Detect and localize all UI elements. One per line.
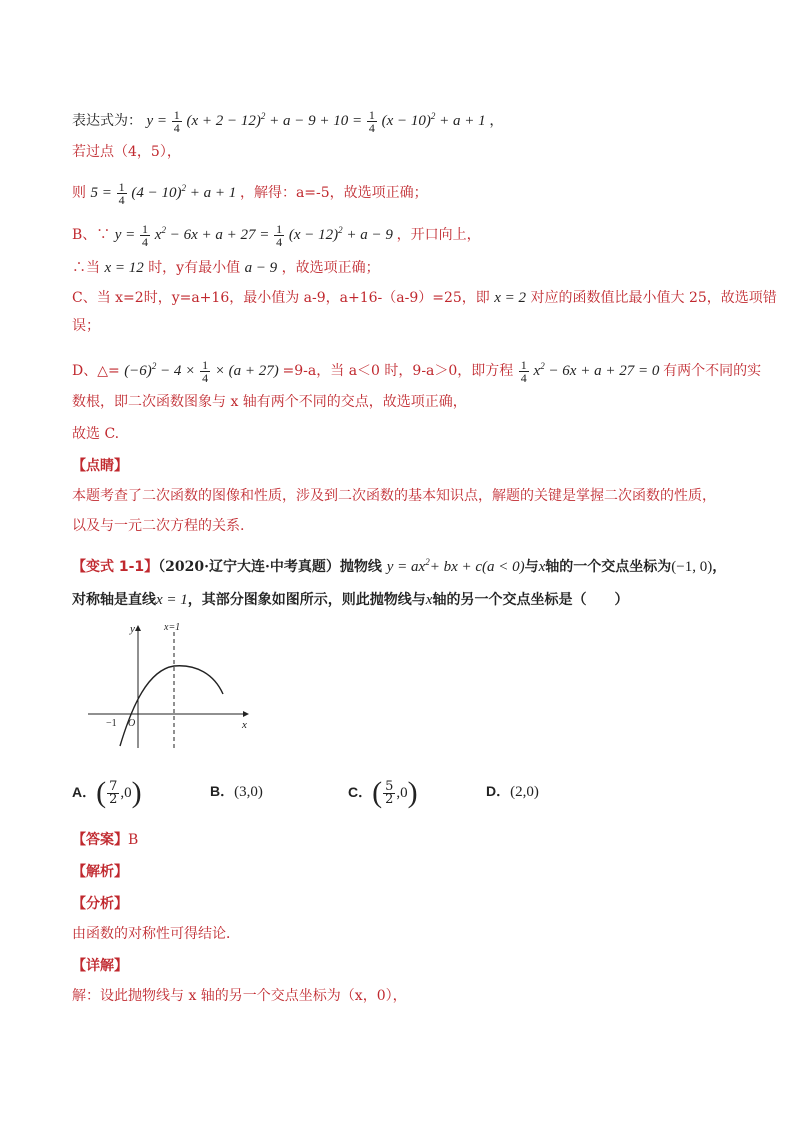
fraction: $\frac{1}{4}$ [520, 358, 527, 386]
summary-line-1: 本题考查了二次函数的图像和性质，涉及到二次函数的基本知识点，解题的关键是掌握二次函数的性质， [72, 488, 716, 504]
solution-line-3: 则 5 = $\frac{1}{4}$ $(4 - 10)^2 + a + 1$ ，解得：a=-5，故选项正确； [72, 180, 428, 208]
solution-line-7: 误； [72, 318, 100, 334]
solution-line-6: C、当 x=2时，y=a+16，最小值为 a-9，a+16-（a-9）=25，即 x = 2 对应的函数值比最小值大 25，故选项错 [72, 290, 777, 306]
formula: y = $\frac{1}{4}$ $(x + 2 - 12)^2 + a - 9 + 10$ = $\frac{1}{4}$ $(x - 10)^2 + a + 1$ [146, 108, 486, 136]
formula: y = $\frac{1}{4}$ $x^2 - 6x + a + 27$ = $\frac{1}{4}$ $(x - 12)^2 + a - 9$ [114, 222, 393, 250]
option-d[interactable]: D．(2,0) [486, 783, 539, 800]
question-line-1: 【变式 1-1】（2020·辽宁大连·中考真题）抛物线 $y = ax^2+$ bx + c(a < 0)与x轴的一个交点坐标为(−1, 0)， [72, 557, 727, 575]
question-line-2: 对称轴是直线x = 1，其部分图象如图所示，则此抛物线与x轴的另一个交点坐标是（ ） [72, 592, 629, 608]
section-xiangjie: 【详解】 [72, 958, 128, 974]
solution-line-2: 若过点（4，5）， [72, 144, 181, 160]
summary-line-2: 以及与一元二次方程的关系. [72, 518, 245, 534]
fraction: $\frac{1}{4}$ [173, 108, 180, 136]
analysis-text: 由函数的对称性可得结论． [72, 926, 240, 942]
fraction: $\frac{1}{4}$ [142, 222, 149, 250]
answer-line: 【答案】B [72, 832, 139, 848]
section-jiexi: 【解析】 [72, 864, 128, 880]
parabola-figure [86, 618, 256, 752]
solution-line-10: 故选 C. [72, 426, 120, 442]
fraction: $\frac{1}{4}$ [368, 108, 375, 136]
solution-line-4: B、∵ y = $\frac{1}{4}$ $x^2 - 6x + a + 27$ = $\frac{1}{4}$ $(x - 12)^2 + a - 9$ ，开口向上， [72, 222, 481, 250]
section-fenxi: 【分析】 [72, 896, 128, 912]
minus-one-label: −1 [106, 718, 117, 729]
solution-line-8: D、△= $(-6)^2 - 4$ × $\frac{1}{4}$ × (a + 27) =9-a，当 a＜0 时，9-a＞0，即方程 $\frac{1}{4}$ $x^2 - 6x + a + 27 = 0$ 有两个不同的实 [72, 358, 762, 386]
formula: $\frac{1}{4}$ $x^2 - 6x + a + 27 = 0$ [520, 358, 660, 386]
origin-label: O [128, 718, 136, 729]
solution-line-9: 数根，即二次函数图象与 x 轴有两个不同的交点，故选项正确， [72, 394, 467, 410]
option-b[interactable]: B．(3,0) [210, 783, 263, 800]
fraction: $\frac{1}{4}$ [118, 180, 125, 208]
fraction: $\frac{1}{4}$ [202, 358, 209, 386]
text: 表达式为： [72, 113, 142, 129]
symmetry-label: x=1 [164, 622, 181, 633]
x-axis-label: x [242, 719, 247, 731]
section-dianjing: 【点睛】 [72, 458, 128, 474]
parabola-curve [120, 666, 223, 746]
option-a[interactable]: A．( $\frac{7}{2}$ ,0) [72, 776, 142, 809]
solution-line-5: ∴当 x = 12 时，y有最小值 a − 9 ，故选项正确； [72, 260, 380, 276]
formula: 5 = $\frac{1}{4}$ $(4 - 10)^2 + a + 1$ [90, 180, 237, 208]
option-c[interactable]: C．( $\frac{5}{2}$ ,0) [348, 776, 418, 809]
fraction: $\frac{1}{4}$ [276, 222, 283, 250]
y-axis-label: y [130, 623, 135, 635]
detail-text: 解：设此抛物线与 x 轴的另一个交点坐标为（x，0）， [72, 988, 407, 1004]
formula: $(-6)^2 - 4$ × $\frac{1}{4}$ × (a + 27) [124, 358, 279, 386]
solution-line-1: 表达式为： y = $\frac{1}{4}$ $(x + 2 - 12)^2 + a - 9 + 10$ = $\frac{1}{4}$ $(x - 10)^2 + a + 1$ ， [72, 108, 504, 136]
